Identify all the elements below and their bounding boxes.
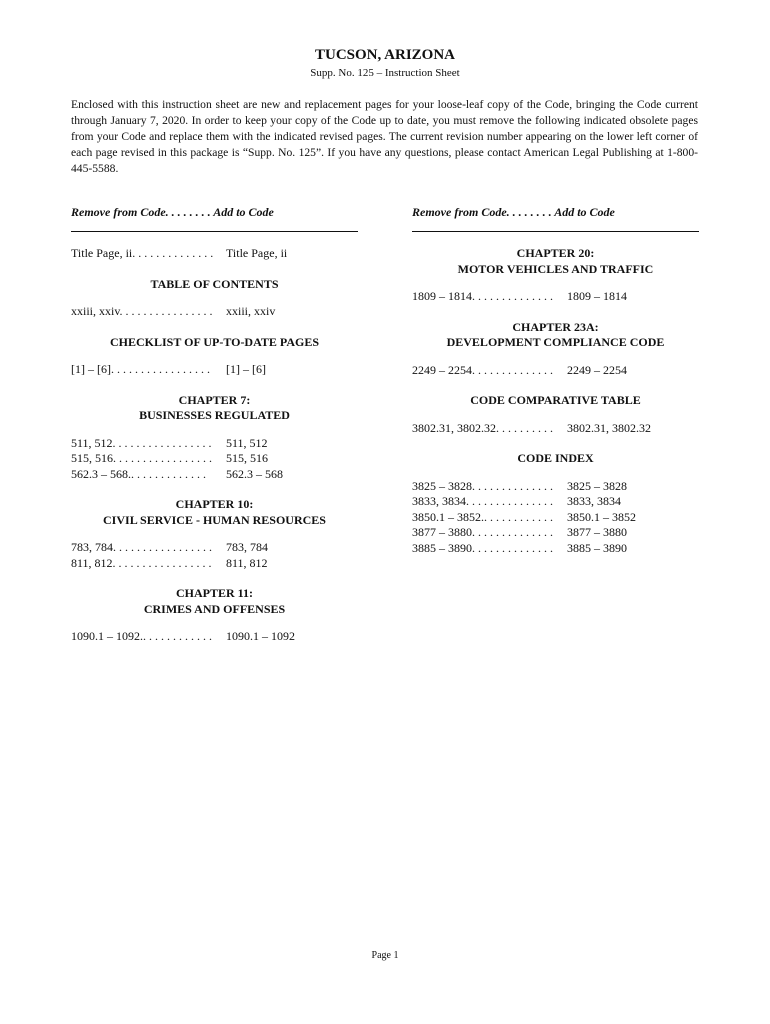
remove-header-label: Remove from Code. . . . . . . . bbox=[412, 205, 552, 219]
remove-pages: xxiii, xxiv. . . . . . . . . . . . . . . . bbox=[71, 304, 213, 318]
page-row bbox=[71, 246, 358, 262]
add-pages: xxiii, xxiv bbox=[226, 304, 276, 318]
section-heading bbox=[412, 246, 699, 277]
add-pages: 2249 – 2254 bbox=[567, 362, 627, 377]
remove-pages: 1090.1 – 1092.. . . . . . . . . . . . bbox=[71, 629, 212, 643]
left-sections bbox=[71, 246, 358, 645]
add-pages: 562.3 – 568 bbox=[226, 466, 283, 481]
section-heading bbox=[71, 586, 358, 617]
section-heading bbox=[412, 451, 699, 467]
page-number: Page 1 bbox=[371, 950, 399, 961]
section bbox=[412, 246, 699, 305]
add-pages: 511, 512 bbox=[226, 435, 268, 450]
remove-pages: 3877 – 3880. . . . . . . . . . . . . . bbox=[412, 525, 553, 539]
column-header bbox=[71, 203, 358, 221]
section bbox=[71, 586, 358, 645]
remove-pages: Title Page, ii. . . . . . . . . . . . . . bbox=[71, 246, 214, 260]
intro-paragraph: Enclosed with this instruction sheet are new and replacement pages for your loose-leaf copy of the Code, bringing the Code current through January 7, 2020. In order to keep your copy of the Code up to date, you must remove the following indicated obsolete pages from your Code and replace them with the indicated revised pages. The current revision number appearing on the lower left corner of each page revised in this package is “Supp. No. 125”. If you have any questions, please contact American Legal Publishing at 1-800-445-5588. bbox=[71, 98, 698, 175]
add-header-label: Add to Code bbox=[213, 205, 274, 219]
add-pages: 783, 784 bbox=[226, 540, 268, 554]
remove-pages: 3802.31, 3802.32. . . . . . . . . . bbox=[412, 420, 553, 435]
remove-pages: 3885 – 3890. . . . . . . . . . . . . . bbox=[412, 540, 553, 555]
section bbox=[71, 497, 358, 571]
remove-pages: 2249 – 2254. . . . . . . . . . . . . . bbox=[412, 362, 553, 377]
page-row bbox=[71, 304, 358, 320]
remove-pages: 3825 – 3828. . . . . . . . . . . . . . bbox=[412, 478, 553, 493]
add-pages: 3885 – 3890 bbox=[567, 540, 627, 555]
remove-pages: [1] – [6]. . . . . . . . . . . . . . . . . bbox=[71, 362, 210, 376]
section-heading-line: MOTOR VEHICLES AND TRAFFIC bbox=[457, 261, 654, 276]
add-pages: 1809 – 1814 bbox=[567, 289, 627, 303]
section-heading-line: TABLE OF CONTENTS bbox=[150, 276, 279, 291]
remove-pages: 783, 784. . . . . . . . . . . . . . . . . bbox=[71, 540, 212, 554]
remove-header-label: Remove from Code. . . . . . . . bbox=[71, 205, 211, 219]
section bbox=[412, 393, 699, 436]
page-row bbox=[71, 467, 358, 483]
remove-pages: 511, 512. . . . . . . . . . . . . . . . . bbox=[71, 435, 212, 450]
page-row bbox=[412, 479, 699, 495]
section bbox=[71, 393, 358, 483]
add-header-label: Add to Code bbox=[554, 205, 615, 219]
section-heading-line: DEVELOPMENT COMPLIANCE CODE bbox=[446, 335, 665, 349]
remove-pages: 515, 516. . . . . . . . . . . . . . . . . bbox=[71, 451, 212, 465]
section bbox=[412, 320, 699, 379]
page-row bbox=[71, 451, 358, 467]
section-heading-line: CHAPTER 11: bbox=[175, 586, 253, 600]
column-header-rule bbox=[71, 231, 358, 232]
column-header-rule bbox=[412, 231, 699, 232]
add-pages: 811, 812 bbox=[226, 555, 268, 570]
remove-pages: 3833, 3834. . . . . . . . . . . . . . . bbox=[412, 494, 553, 508]
add-pages: [1] – [6] bbox=[226, 362, 266, 376]
right-column bbox=[412, 203, 699, 571]
right-sections bbox=[412, 246, 699, 556]
page-row bbox=[412, 421, 699, 437]
left-column bbox=[71, 203, 358, 660]
section-heading-line: CIVIL SERVICE - HUMAN RESOURCES bbox=[103, 512, 326, 527]
section-heading-line: CRIMES AND OFFENSES bbox=[143, 601, 286, 616]
add-pages: 3833, 3834 bbox=[567, 494, 621, 508]
section-heading bbox=[71, 277, 358, 293]
section-heading bbox=[71, 497, 358, 528]
section-heading bbox=[412, 393, 699, 409]
section-heading-line: CODE COMPARATIVE TABLE bbox=[470, 393, 641, 407]
section-heading-line: CHAPTER 20: bbox=[516, 246, 595, 260]
document-title: TUCSON, ARIZONA bbox=[314, 47, 456, 63]
page-row bbox=[412, 363, 699, 379]
section-heading-line: CODE INDEX bbox=[517, 451, 594, 465]
add-pages: 3802.31, 3802.32 bbox=[567, 420, 651, 435]
document-subtitle: Supp. No. 125 – Instruction Sheet bbox=[310, 67, 460, 79]
add-pages: Title Page, ii bbox=[226, 246, 288, 260]
section-heading bbox=[412, 320, 699, 351]
section-heading-line: CHAPTER 23A: bbox=[512, 319, 599, 334]
add-pages: 515, 516 bbox=[226, 451, 268, 465]
remove-pages: 811, 812. . . . . . . . . . . . . . . . . bbox=[71, 555, 212, 570]
add-pages: 3850.1 – 3852 bbox=[567, 509, 636, 524]
page-row bbox=[71, 362, 358, 378]
section bbox=[71, 335, 358, 378]
add-pages: 3877 – 3880 bbox=[567, 525, 627, 539]
page-row bbox=[71, 540, 358, 556]
page-row bbox=[412, 289, 699, 305]
page-row bbox=[412, 510, 699, 526]
page-row bbox=[412, 541, 699, 557]
section-heading bbox=[71, 393, 358, 424]
page-row bbox=[71, 436, 358, 452]
section-heading-line: BUSINESSES REGULATED bbox=[139, 408, 290, 422]
section-heading bbox=[71, 335, 358, 351]
section bbox=[71, 246, 358, 262]
section-heading-line: CHAPTER 10: bbox=[175, 497, 254, 511]
remove-pages: 1809 – 1814. . . . . . . . . . . . . . bbox=[412, 289, 553, 303]
section-heading-line: CHECKLIST OF UP-TO-DATE PAGES bbox=[109, 334, 320, 349]
page-row bbox=[71, 629, 358, 645]
remove-pages: 562.3 – 568.. . . . . . . . . . . . . bbox=[71, 466, 206, 481]
section bbox=[71, 277, 358, 320]
remove-pages: 3850.1 – 3852.. . . . . . . . . . . . bbox=[412, 509, 553, 524]
section bbox=[412, 451, 699, 556]
page-row bbox=[412, 494, 699, 510]
column-header bbox=[412, 203, 699, 221]
add-pages: 1090.1 – 1092 bbox=[226, 629, 295, 643]
section-heading-line: CHAPTER 7: bbox=[178, 392, 251, 407]
page-row bbox=[412, 525, 699, 541]
page-row bbox=[71, 556, 358, 572]
add-pages: 3825 – 3828 bbox=[567, 478, 627, 493]
